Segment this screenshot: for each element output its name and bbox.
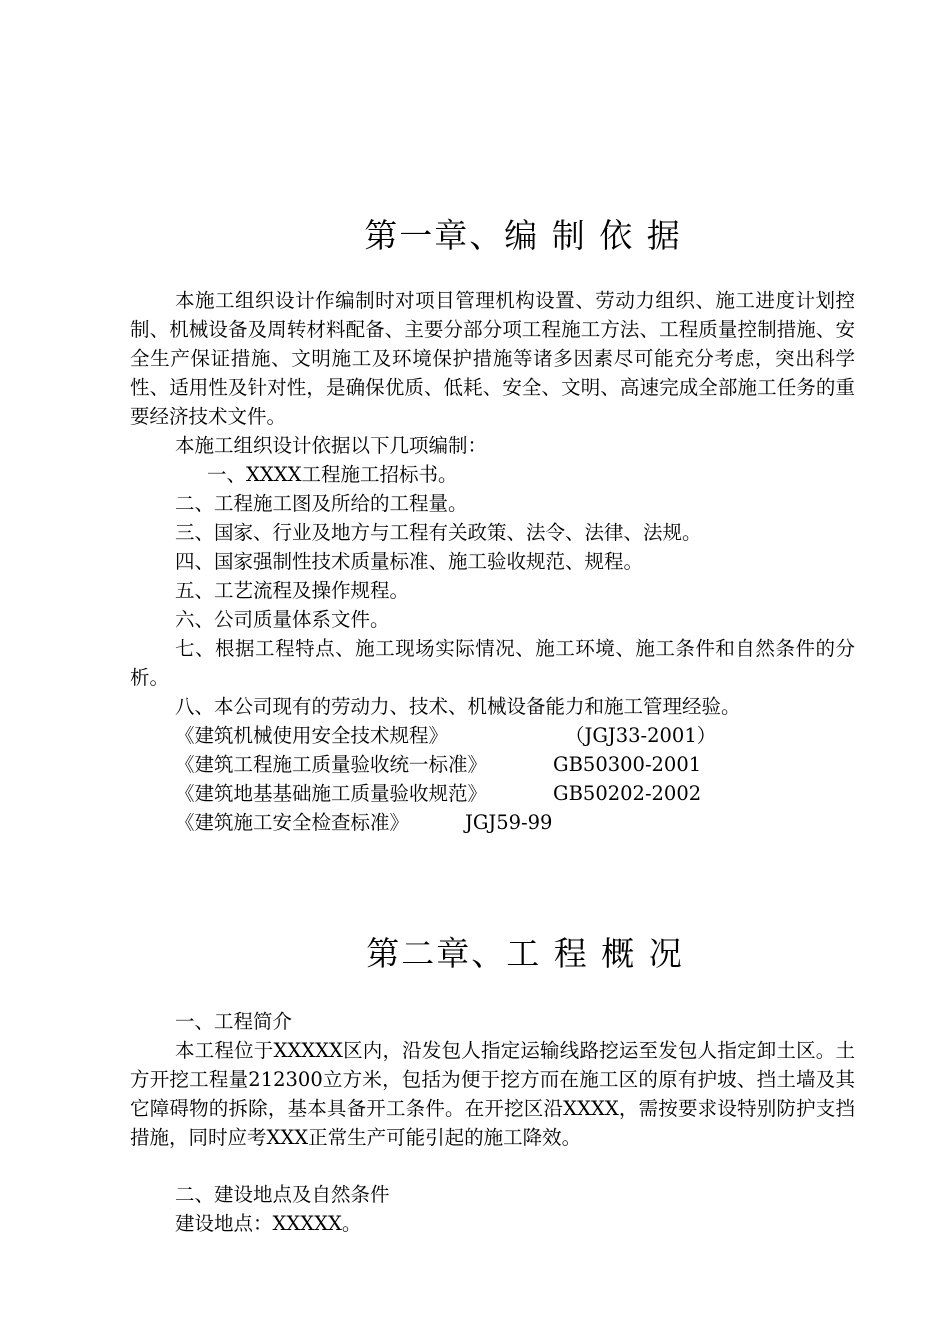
- standard-name: 《建筑机械使用安全技术规程》: [175, 724, 449, 747]
- basis-item-4: 四、国家强制性技术质量标准、施工验收规范、规程。: [175, 550, 644, 573]
- basis-item-1: 一、XXXX工程施工招标书。: [207, 463, 458, 486]
- standard-name: 《建筑施工安全检查标准》: [175, 811, 410, 834]
- standard-ref-3: [175, 779, 702, 808]
- section-1-heading: 一、工程简介: [175, 1010, 293, 1033]
- standard-name: 《建筑工程施工质量验收统一标准》: [175, 753, 488, 776]
- location-line: 建设地点：XXXXX。: [175, 1212, 362, 1235]
- chapter-1-title: 第一章、编 制 依 据: [364, 216, 682, 255]
- basis-item-3: 三、国家、行业及地方与工程有关政策、法令、法律、法规。: [175, 521, 702, 544]
- basis-item-7: 七、根据工程特点、施工现场实际情况、施工环境、施工条件和自然条件的分析。: [130, 637, 855, 689]
- basis-lead-line: 本施工组织设计依据以下几项编制：: [175, 434, 488, 457]
- basis-item-8: 八、本公司现有的劳动力、技术、机械设备能力和施工管理经验。: [175, 695, 741, 718]
- basis-item-6: 六、公司质量体系文件。: [175, 608, 390, 631]
- basis-item-5: 五、工艺流程及操作规程。: [175, 579, 410, 602]
- chapter-2-title: 第二章、工 程 概 况: [366, 934, 684, 973]
- standard-ref-4: [175, 808, 553, 837]
- basis-item-2: 二、工程施工图及所给的工程量。: [175, 492, 468, 515]
- standard-code: GB50202-2002: [553, 782, 702, 805]
- standard-code: JGJ59-99: [465, 811, 553, 834]
- standard-name: 《建筑地基基础施工质量验收规范》: [175, 782, 488, 805]
- standard-ref-1: [175, 721, 717, 750]
- section-2-heading: 二、建设地点及自然条件: [175, 1183, 390, 1206]
- standard-ref-2: [175, 750, 702, 779]
- chapter-1-intro-paragraph: 本施工组织设计作编制时对项目管理机构设置、劳动力组织、施工进度计划控制、机械设备及周转材料配备、主要分部分项工程施工方法、工程质量控制措施、安全生产保证措施、文明施工及环境保护措施等诸多因素尽可能充分考虑，突出科学性、适用性及针对性，是确保优质、低耗、安全、文明、高速完成全部施工任务的重要经济技术文件。: [130, 289, 855, 428]
- section-1-body: 本工程位于XXXXX区内，沿发包人指定运输线路挖运至发包人指定卸土区。土方开挖工程量212300立方米，包括为便于挖方而在施工区的原有护坡、挡土墙及其它障碍物的拆除，基本具备开工条件。在开挖区沿XXXX，需按要求设特别防护支挡措施，同时应考XXX正常生产可能引起的施工降效。: [130, 1039, 855, 1149]
- standard-code: （JGJ33-2001）: [565, 724, 717, 747]
- standard-code: GB50300-2001: [553, 753, 702, 776]
